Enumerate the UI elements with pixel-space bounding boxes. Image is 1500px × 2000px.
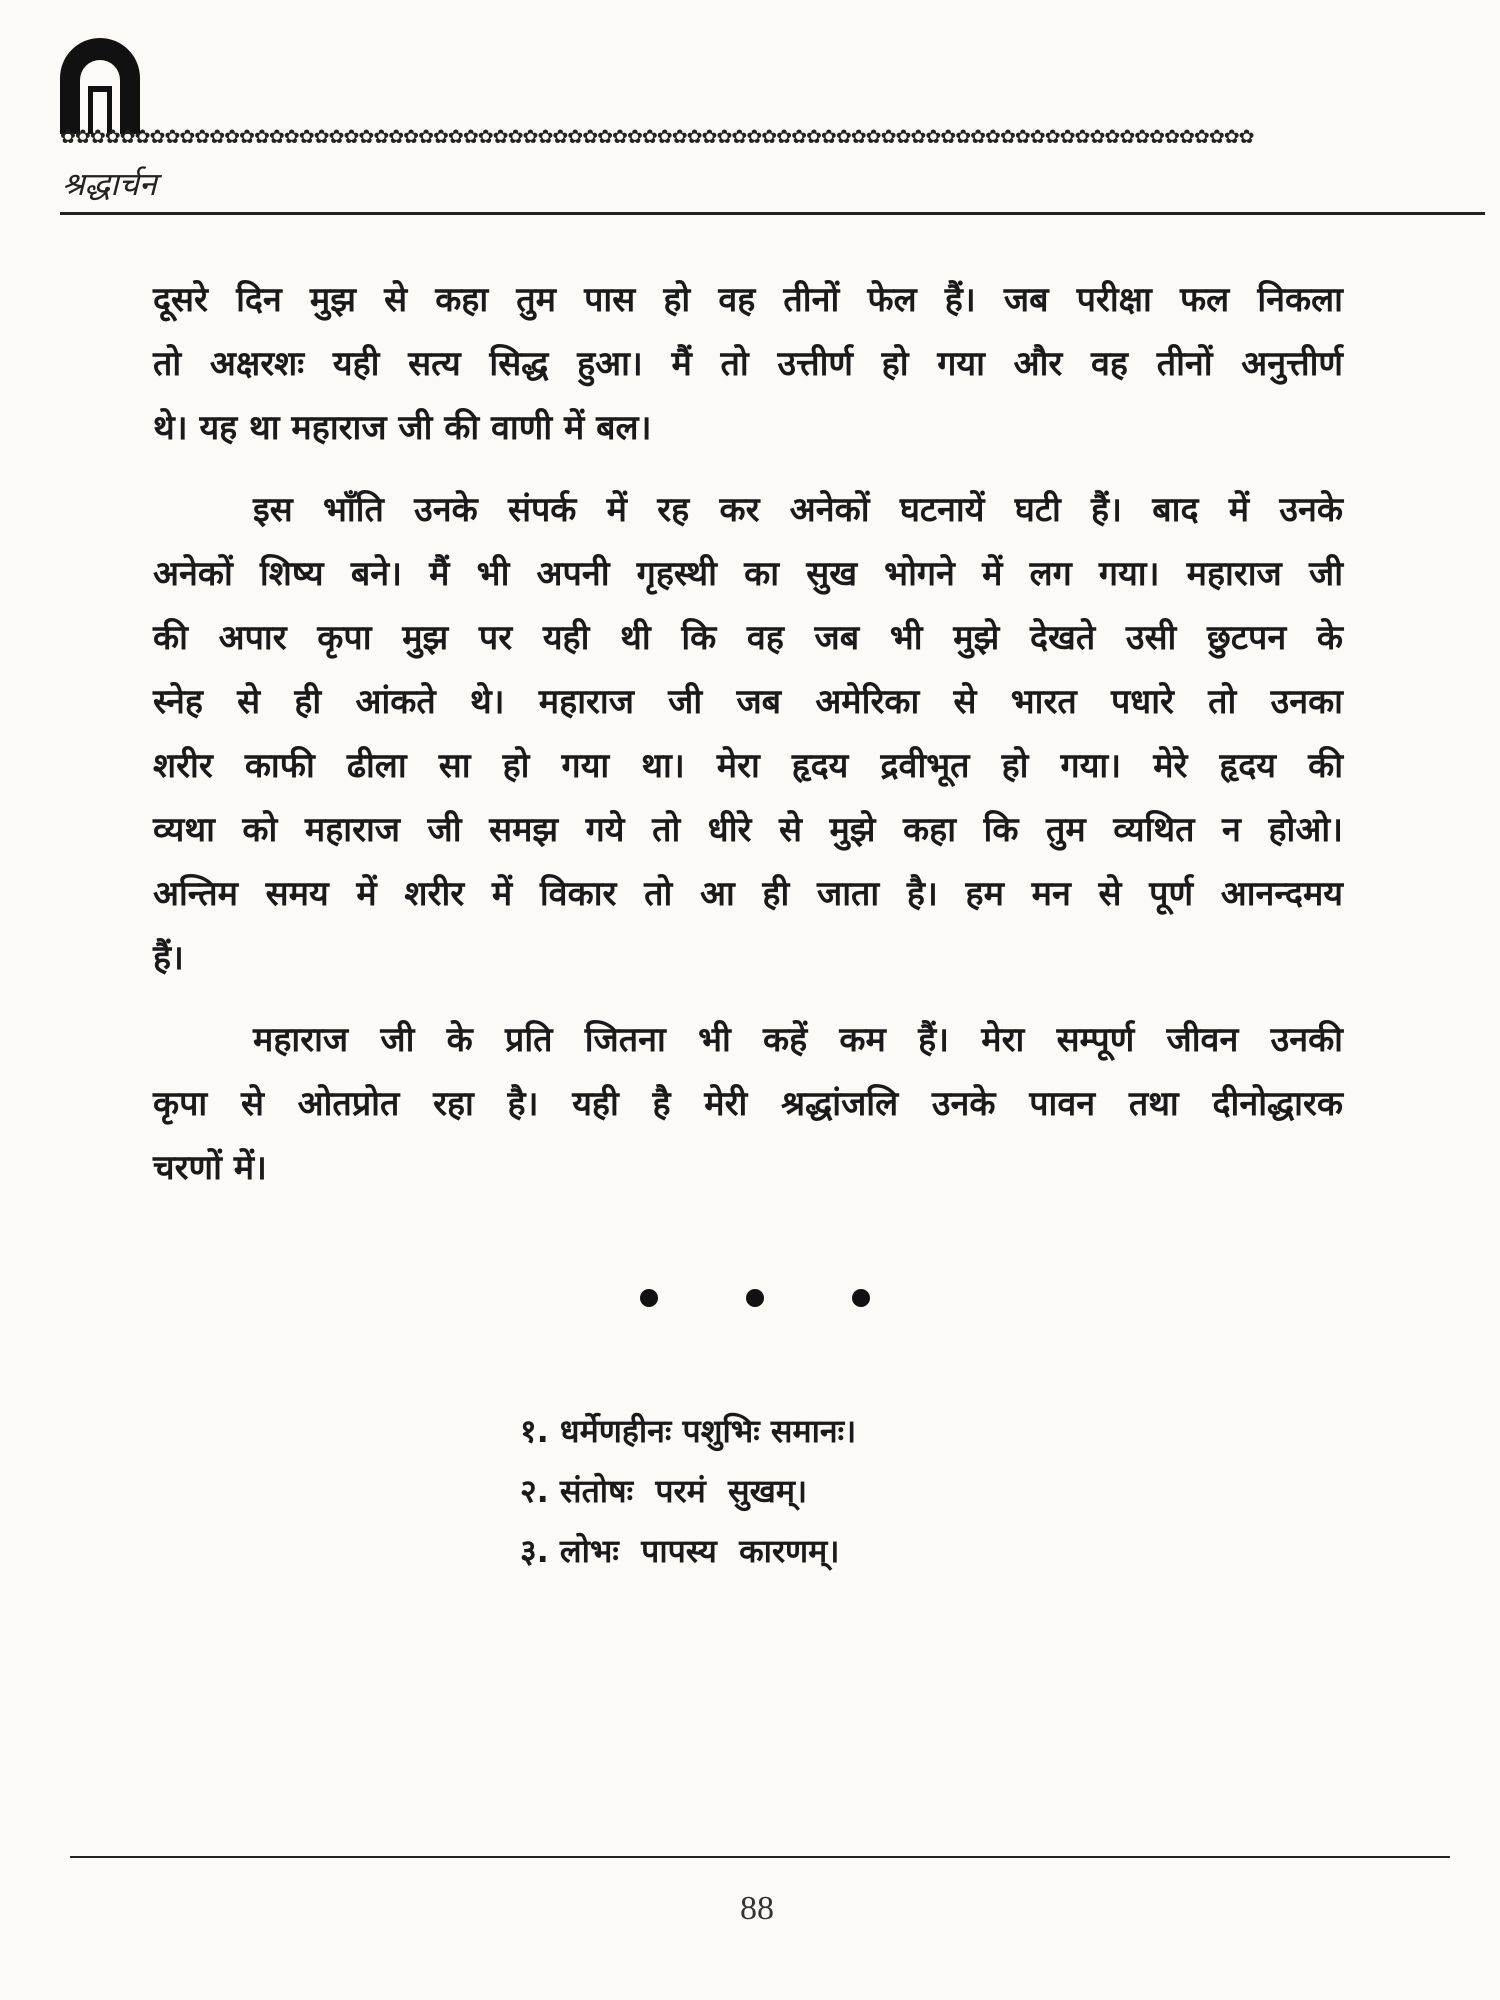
page-number: 88 — [740, 1890, 774, 1927]
separator-dot — [746, 1289, 764, 1307]
separator-dot — [852, 1289, 870, 1307]
text-line: महाराज जी के प्रति जितना भी कहें कम हैं। मेरा सम्पूर्ण जीवन उनकी — [253, 1020, 1343, 1060]
text-line: तो अक्षरशः यही सत्य सिद्ध हुआ। मैं तो उत्तीर्ण हो गया और वह तीनों अनुत्तीर्ण — [153, 344, 1343, 384]
verse-item: १. धर्मेणहीनः पशुभिः समानः। — [520, 1412, 857, 1450]
running-header-title: श्रद्धार्चन — [62, 165, 157, 203]
text-line: दूसरे दिन मुझ से कहा तुम पास हो वह तीनों फेल हैं। जब परीक्षा फल निकला — [153, 280, 1343, 320]
text-line: की अपार कृपा मुझ पर यही थी कि वह जब भी मुझे देखते उसी छुटपन के — [153, 618, 1343, 658]
footer-divider — [70, 1856, 1450, 1858]
text-line: थे। यह था महाराज जी की वाणी में बल। — [153, 408, 652, 448]
text-line: शरीर काफी ढीला सा हो गया था। मेरा हृदय द्रवीभूत हो गया। मेरे हृदय की — [153, 746, 1343, 786]
verse-item: ३. लोभः पापस्य कारणम्। — [520, 1532, 840, 1570]
text-line: हैं। — [153, 938, 184, 978]
text-line: कृपा से ओतप्रोत रहा है। यही है मेरी श्रद्धांजलि उनके पावन तथा दीनोद्धारक — [153, 1084, 1343, 1124]
header-divider — [60, 212, 1485, 215]
arch-logo-icon — [60, 38, 140, 134]
text-line: चरणों में। — [153, 1148, 267, 1188]
separator-dot — [640, 1289, 658, 1307]
verse-item: २. संतोषः परमं सुखम्। — [520, 1472, 808, 1510]
text-line: अन्तिम समय में शरीर में विकार तो आ ही जाता है। हम मन से पूर्ण आनन्दमय — [153, 874, 1343, 914]
text-line: इस भाँति उनके संपर्क में रह कर अनेकों घटनायें घटी हैं। बाद में उनके — [253, 490, 1343, 530]
text-line: व्यथा को महाराज जी समझ गये तो धीरे से मुझे कहा कि तुम व्यथित न होओ। — [153, 810, 1343, 850]
text-line: स्नेह से ही आंकते थे। महाराज जी जब अमेरिका से भारत पधारे तो उनका — [153, 682, 1343, 722]
ornamental-border: ✿✿✿✿✿✿✿✿✿✿✿✿✿✿✿✿✿✿✿✿✿✿✿✿✿✿✿✿✿✿✿✿✿✿✿✿✿✿✿✿✿✿✿✿✿✿✿✿✿✿✿✿✿✿✿✿✿✿✿✿✿✿✿✿✿✿✿✿✿✿✿✿✿✿✿✿✿✿✿✿ — [60, 126, 1254, 148]
text-line: अनेकों शिष्य बने। मैं भी अपनी गृहस्थी का सुख भोगने में लग गया। महाराज जी — [153, 554, 1343, 594]
